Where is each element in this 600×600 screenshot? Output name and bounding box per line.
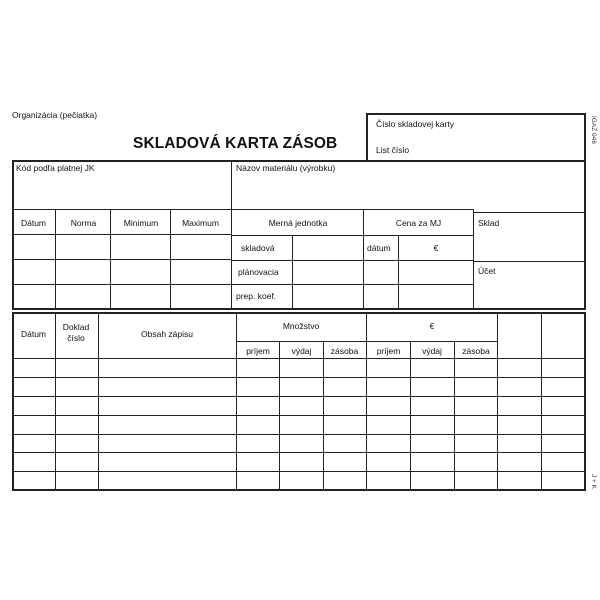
card-number-label: Číslo skladovej karty	[376, 119, 454, 129]
ledger-row-line	[12, 415, 586, 416]
unit-row-warehouse: skladová	[241, 243, 275, 253]
unit-row-2	[231, 260, 474, 261]
warehouse-label: Sklad	[478, 218, 500, 228]
card-box-top	[366, 113, 585, 115]
ledger-row-line	[12, 452, 586, 453]
ledger-value-header: €	[429, 321, 435, 331]
date-header: Dátum	[20, 218, 47, 228]
ledger-row-line	[12, 434, 586, 435]
maximum-header: Maximum	[182, 218, 219, 228]
upper-bottom-line	[12, 308, 586, 310]
jk-name-divider	[231, 160, 232, 209]
form-code: IGAZ 046	[590, 116, 597, 144]
ledger-sub-header: príjem	[376, 346, 401, 356]
ledger-row-line	[12, 396, 586, 397]
grid-row-2	[12, 259, 231, 260]
ledger-col	[98, 312, 99, 490]
ledger-doc-header-1: Doklad	[62, 322, 90, 332]
grid-row-3	[12, 284, 231, 285]
ledger-header-line	[12, 358, 586, 359]
ledger-col	[497, 312, 498, 490]
ledger-content-header: Obsah zápisu	[141, 329, 193, 339]
ledger-date-header: Dátum	[20, 329, 47, 339]
organization-label: Organizácia (pečiatka)	[12, 110, 98, 120]
price-date-label: dátum	[367, 243, 391, 253]
ledger-sub-header: príjem	[246, 346, 270, 356]
norm-header: Norma	[70, 218, 97, 228]
upper-row-divider	[12, 209, 474, 210]
unit-row-planning: plánovacia	[238, 267, 279, 277]
ledger-right-line	[584, 312, 586, 490]
page-title: SKLADOVÁ KARTA ZÁSOB	[133, 135, 338, 152]
ledger-sub-header: výdaj	[422, 346, 442, 356]
price-header: Cena za MJ	[395, 218, 442, 228]
warehouse-divider	[473, 209, 474, 308]
warehouse-top-line	[473, 212, 585, 213]
ledger-col	[55, 312, 56, 490]
unit-row-3	[231, 284, 474, 285]
card-box-right	[584, 113, 586, 161]
ledger-quantity-header: Množstvo	[282, 321, 320, 331]
ledger-col	[366, 312, 367, 490]
ledger-sub-header: zásoba	[330, 346, 359, 356]
upper-top-line	[12, 160, 586, 162]
ledger-col	[541, 312, 542, 490]
ledger-col	[236, 312, 237, 490]
print-mark: J + K	[590, 474, 597, 489]
ledger-row-line	[12, 377, 586, 378]
unit-row-coef: prep. koef.	[236, 291, 277, 301]
ledger-sub-header: zásoba	[462, 346, 490, 356]
account-label: Účet	[478, 266, 496, 276]
unit-inner-divider	[292, 235, 293, 308]
ledger-left-line	[12, 312, 14, 490]
upper-right-line	[584, 160, 586, 309]
ledger-doc-header-2: číslo	[67, 333, 85, 343]
price-currency: €	[433, 243, 439, 253]
ledger-sub-header: výdaj	[291, 346, 312, 356]
unit-row-1	[231, 235, 474, 236]
ledger-subheader-line	[236, 341, 497, 342]
ledger-row-line	[12, 471, 586, 472]
unit-header: Merná jednotka	[268, 218, 328, 228]
warehouse-account-line	[473, 261, 585, 262]
grid-row-1	[12, 234, 231, 235]
sheet-number-label: List číslo	[376, 145, 410, 155]
material-name-label: Názov materiálu (výrobku)	[236, 163, 336, 173]
jk-code-label: Kód podľa platnej JK	[16, 163, 95, 173]
card-box-left	[366, 113, 368, 161]
minimum-header: Minimum	[123, 218, 159, 228]
